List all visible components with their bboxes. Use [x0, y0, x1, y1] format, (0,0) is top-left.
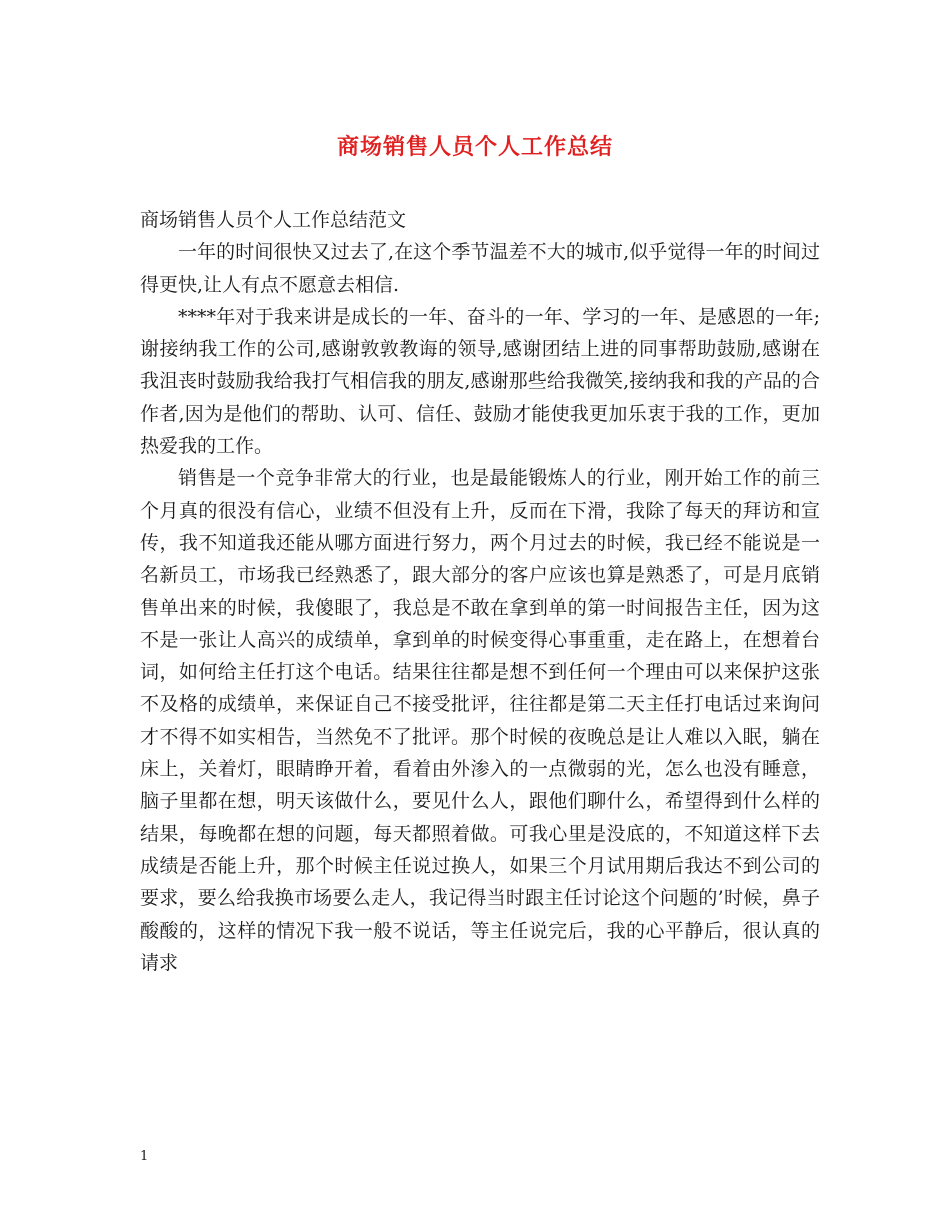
document-body [140, 204, 820, 979]
document-subtitle: 商场销售人员个人工作总结范文 [140, 209, 407, 231]
paragraph-intro: 一年的时间很快又过去了,在这个季节温差不大的城市,似乎觉得一年的时间过得更快,让人有点不愿意去相信. [140, 241, 820, 296]
page-number: 1 [140, 1149, 149, 1164]
paragraph-gratitude: ****年对于我来讲是成长的一年、奋斗的一年、学习的一年、是感恩的一年;谢接纳我工作的公司,感谢敦敦教诲的领导,感谢团结上进的同事帮助鼓励,感谢在我沮丧时鼓励我给我打气相信我的朋友,感谢那些给我微笑,接纳我和我的产品的合作者,因为是他们的帮助、认可、信任、鼓励才能使我更加乐衷于我的工作，更加热爱我的工作。 [140, 305, 820, 458]
paragraph-sales-experience: 销售是一个竞争非常大的行业，也是最能锻炼人的行业，刚开始工作的前三个月真的很没有信心，业绩不但没有上升，反而在下滑，我除了每天的拜访和宣传，我不知道我还能从哪方面进行努力，两个月过去的时候，我已经不能说是一名新员工，市场我已经熟悉了，跟大部分的客户应该也算是熟悉了，可是月底销售单出来的时候，我傻眼了，我总是不敢在拿到单的第一时间报告主任，因为这不是一张让人高兴的成绩单，拿到单的时候变得心事重重，走在路上，在想着台词，如何给主任打这个电话。结果往往都是想不到任何一个理由可以来保护这张不及格的成绩单，来保证自己不接受批评，往往都是第二天主任打电话过来询问才不得不如实相告，当然免不了批评。那个时候的夜晚总是让人难以入眠，躺在床上，关着灯，眼睛睁开着，看着由外渗入的一点微弱的光，怎么也没有睡意，脑子里都在想，明天该做什么，要见什么人，跟他们聊什么，希望得到什么样的结果，每晚都在想的问题，每天都照着做。可我心里是没底的，不知道这样下去成绩是否能上升，那个时候主任说过换人，如果三个月试用期后我达不到公司的要求，要么给我换市场要么走人，我记得当时跟主任讨论这个问题的’时候，鼻子酸酸的，这样的情况下我一般不说话，等主任说完后，我的心平静后，很认真的请求 [140, 467, 820, 974]
document-title: 商场销售人员个人工作总结 [336, 134, 613, 160]
